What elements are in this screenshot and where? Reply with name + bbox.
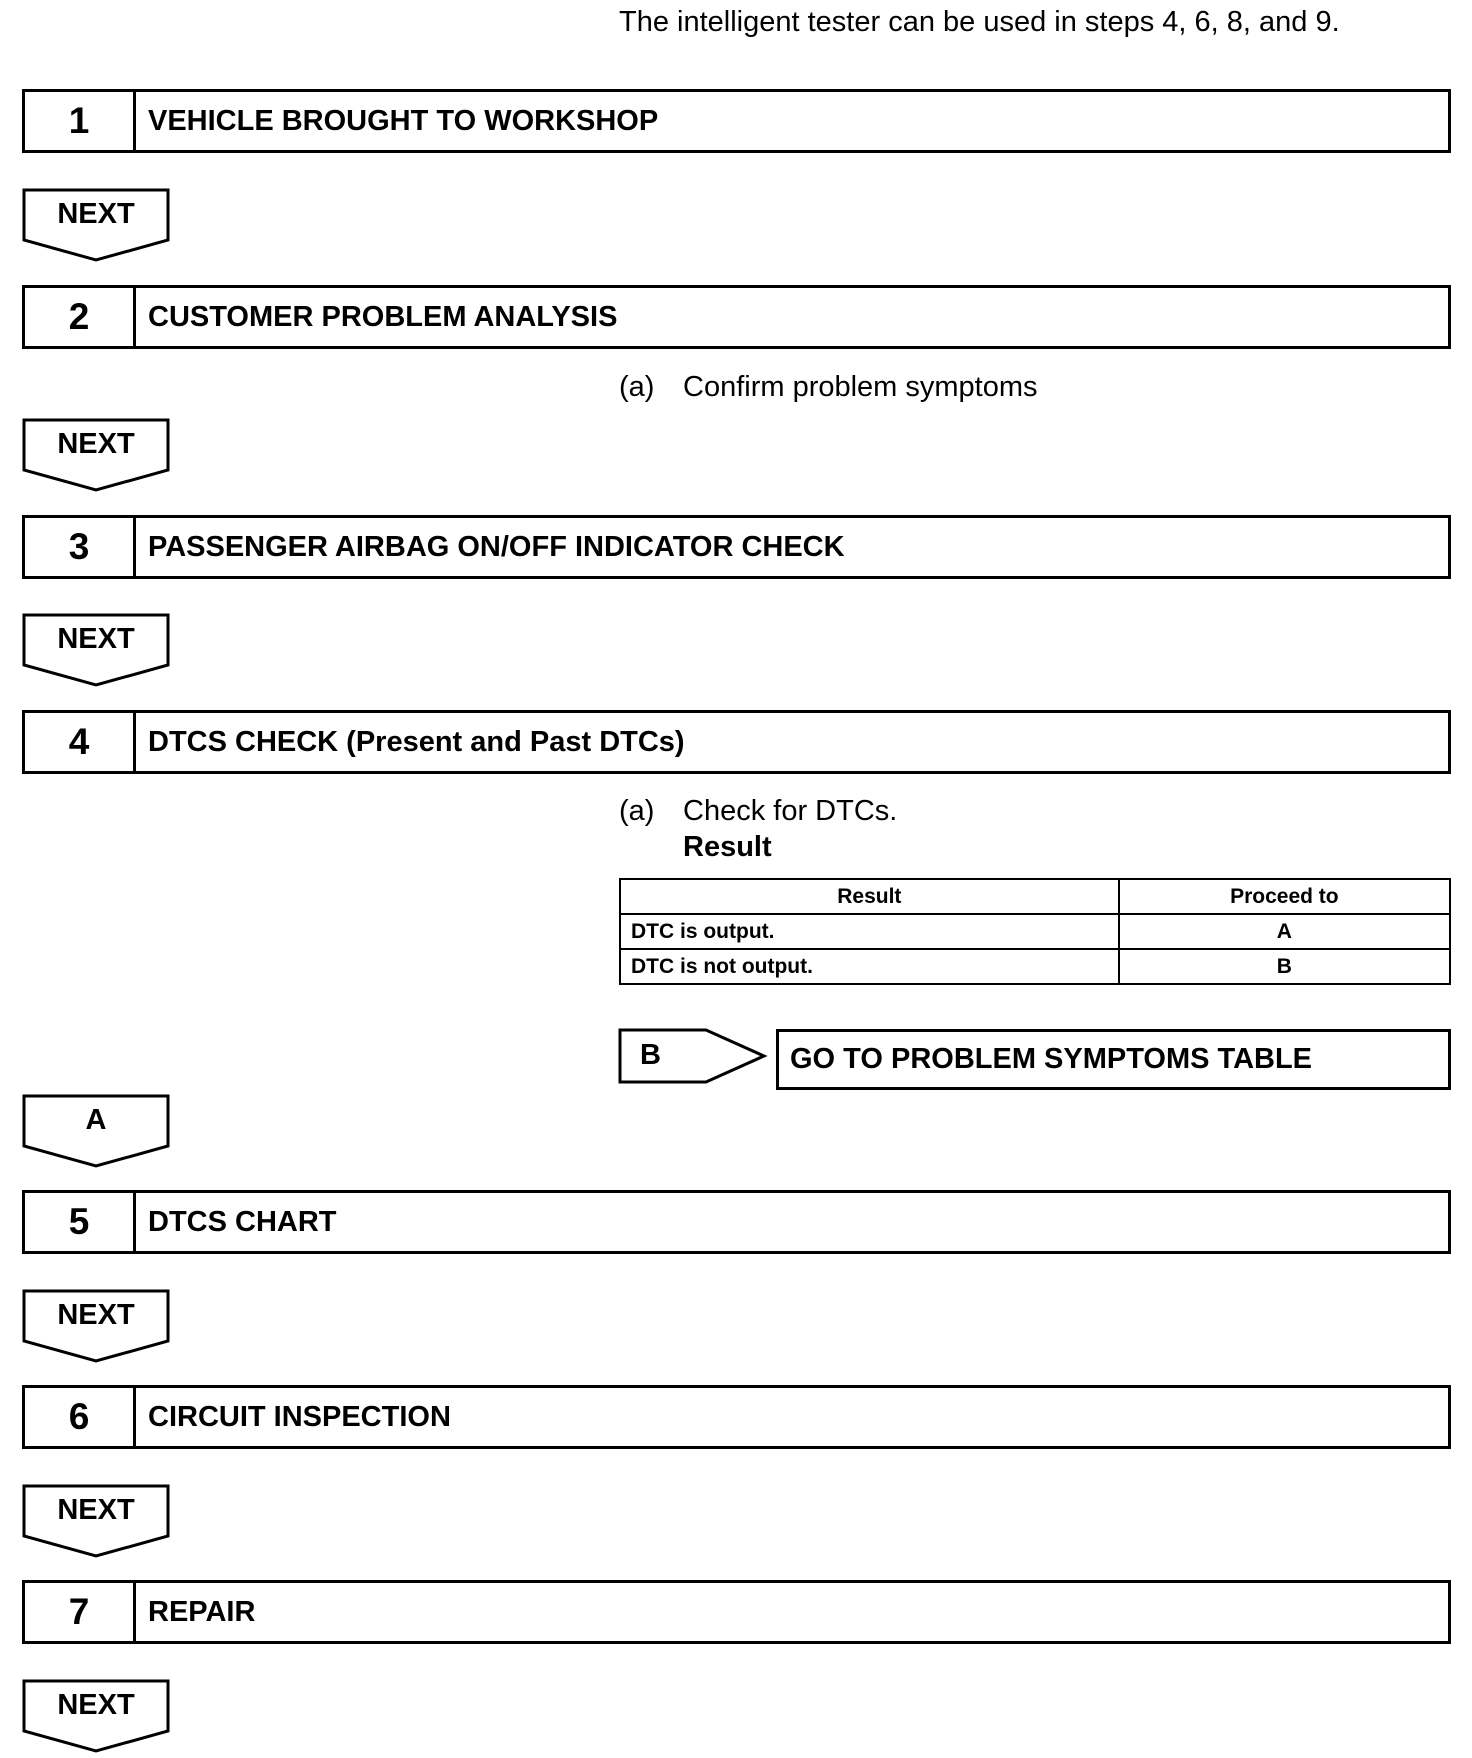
table-cell-proceed: B — [1119, 949, 1450, 984]
result-table — [619, 878, 1451, 985]
step-title: DTCS CHART — [148, 1205, 337, 1238]
next-arrow-label: NEXT — [57, 1493, 135, 1526]
intro-note: The intelligent tester can be used in steps 4, 6, 8, and 9. — [619, 6, 1340, 38]
step-title: VEHICLE BROUGHT TO WORKSHOP — [148, 104, 659, 137]
step-number: 6 — [25, 1388, 136, 1446]
go-to-problem-symptoms-box: GO TO PROBLEM SYMPTOMS TABLE — [776, 1029, 1451, 1090]
step-6-box — [22, 1385, 1451, 1449]
step-1-box — [22, 89, 1451, 153]
table-cell-result: DTC is not output. — [620, 949, 1119, 984]
step-number: 7 — [25, 1583, 136, 1641]
table-cell-proceed: A — [1119, 914, 1450, 949]
step-5-box — [22, 1190, 1451, 1254]
step-number: 1 — [25, 92, 136, 150]
step-4-sub-marker: (a) — [619, 795, 655, 827]
b-branch-arrow — [618, 1028, 768, 1086]
next-arrow-label: NEXT — [57, 1298, 135, 1331]
step-number: 2 — [25, 288, 136, 346]
next-arrow — [22, 1679, 170, 1753]
step-title: DTCS CHECK (Present and Past DTCs) — [148, 725, 685, 758]
table-row — [620, 914, 1450, 949]
step-number: 5 — [25, 1193, 136, 1251]
next-arrow — [22, 613, 170, 687]
table-header-result: Result — [620, 879, 1119, 914]
next-arrow-label: NEXT — [57, 1688, 135, 1721]
step-2-sub-marker: (a) — [619, 371, 655, 403]
step-title: PASSENGER AIRBAG ON/OFF INDICATOR CHECK — [148, 530, 845, 563]
next-arrow-label: NEXT — [57, 427, 135, 460]
next-arrow-label: NEXT — [57, 622, 135, 655]
step-2-box — [22, 285, 1451, 349]
step-4-box — [22, 710, 1451, 774]
a-branch-arrow — [22, 1094, 170, 1168]
table-row — [620, 949, 1450, 984]
a-branch-label: A — [85, 1103, 107, 1136]
step-4-sub-text: Check for DTCs. — [683, 795, 898, 827]
step-number: 3 — [25, 518, 136, 576]
next-arrow — [22, 418, 170, 492]
step-number: 4 — [25, 713, 136, 771]
table-header-proceed: Proceed to — [1119, 879, 1450, 914]
next-arrow — [22, 188, 170, 262]
next-arrow — [22, 1289, 170, 1363]
table-header-row — [620, 879, 1450, 914]
step-7-box — [22, 1580, 1451, 1644]
next-arrow — [22, 1484, 170, 1558]
step-title: CUSTOMER PROBLEM ANALYSIS — [148, 300, 618, 333]
next-arrow-label: NEXT — [57, 197, 135, 230]
step-2-sub-text: Confirm problem symptoms — [683, 371, 1038, 403]
result-heading: Result — [683, 831, 772, 863]
step-title: CIRCUIT INSPECTION — [148, 1400, 451, 1433]
b-branch-label: B — [640, 1038, 661, 1071]
step-title: REPAIR — [148, 1595, 256, 1628]
step-3-box — [22, 515, 1451, 579]
table-cell-result: DTC is output. — [620, 914, 1119, 949]
